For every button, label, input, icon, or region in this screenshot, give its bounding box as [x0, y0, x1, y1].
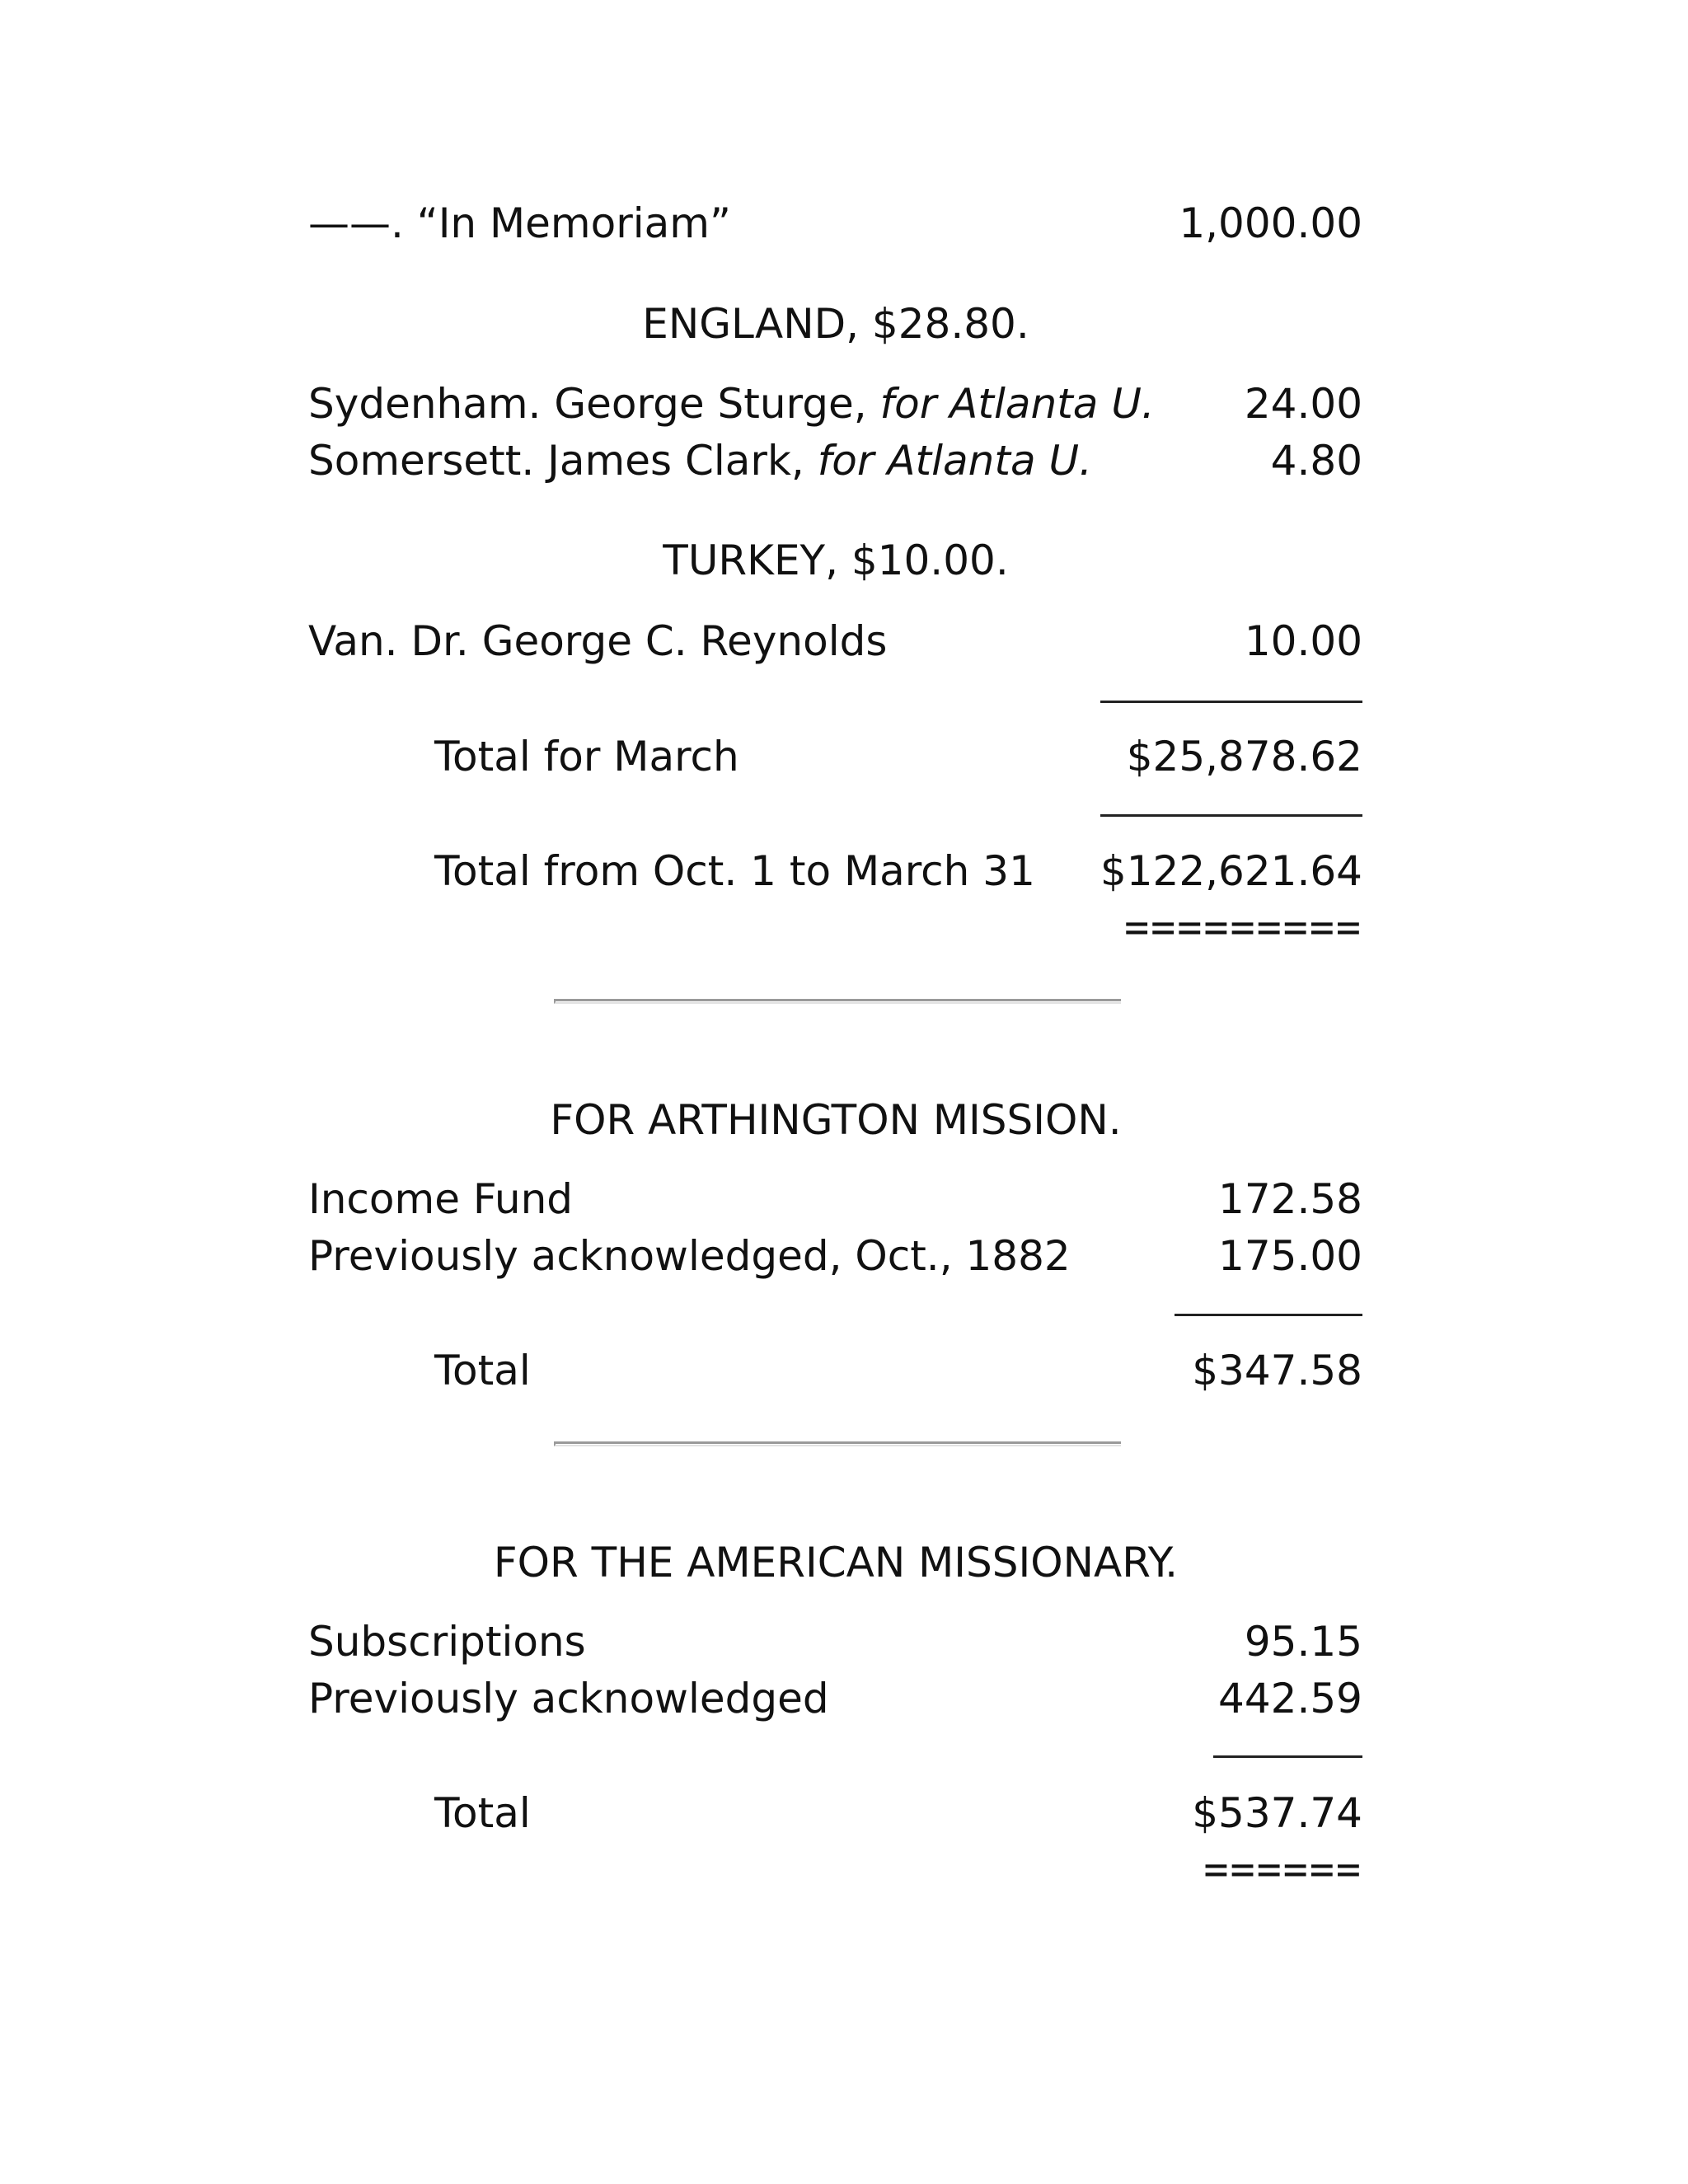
section-heading-american-missionary: FOR THE AMERICAN MISSIONARY. [493, 1539, 1179, 1586]
entry-amount-sydenham: 24.00 [1244, 380, 1362, 428]
entry-amount-previously-acknowledged: 442.59 [1218, 1675, 1362, 1722]
sum-rule [1100, 701, 1362, 703]
entry-label-in-memoriam: ——. “In Memoriam” [308, 199, 731, 247]
entry-amount-subscriptions: 95.15 [1244, 1618, 1362, 1666]
total-ytd-amount: $122,621.64 [1100, 847, 1362, 895]
sum-rule [1213, 1755, 1362, 1758]
american-missionary-total-label: Total [434, 1789, 531, 1837]
entry-note-somersett: for Atlanta U. [817, 437, 1093, 485]
section-heading-england: ENGLAND, $28.80. [642, 300, 1029, 348]
entry-label-previously-acknowledged-oct: Previously acknowledged, Oct., 1882 [308, 1232, 1071, 1280]
arthington-total-label: Total [434, 1347, 531, 1394]
section-heading-turkey: TURKEY, $10.00. [663, 537, 1009, 584]
entry-label-previously-acknowledged: Previously acknowledged [308, 1675, 829, 1722]
double-rule: ========= [1124, 903, 1362, 951]
entry-label-van: Van. Dr. George C. Reynolds [308, 617, 888, 665]
sum-rule [1175, 1314, 1362, 1316]
american-missionary-total-amount: $537.74 [1192, 1789, 1362, 1837]
entry-amount-somersett: 4.80 [1270, 437, 1362, 485]
entry-amount-previously-acknowledged-oct: 175.00 [1218, 1232, 1362, 1280]
entry-note-sydenham: for Atlanta U. [879, 380, 1155, 428]
section-divider [554, 1441, 1121, 1446]
section-divider [554, 999, 1121, 1004]
total-march-label: Total for March [434, 733, 739, 780]
entry-amount-income-fund: 172.58 [1218, 1175, 1362, 1223]
entry-amount-van: 10.00 [1244, 617, 1362, 665]
entry-label-somersett: Somersett. James Clark, for Atlanta U. [308, 437, 1093, 485]
entry-amount-in-memoriam: 1,000.00 [1179, 199, 1362, 247]
sum-rule [1100, 814, 1362, 817]
entry-label-subscriptions: Subscriptions [308, 1618, 586, 1666]
double-rule: ====== [1203, 1845, 1362, 1893]
total-march-amount: $25,878.62 [1126, 733, 1362, 780]
total-ytd-label: Total from Oct. 1 to March 31 [434, 847, 1035, 895]
section-heading-arthington: FOR ARTHINGTON MISSION. [550, 1096, 1122, 1144]
entry-label-sydenham: Sydenham. George Sturge, for Atlanta U. [308, 380, 1155, 428]
arthington-total-amount: $347.58 [1192, 1347, 1362, 1394]
entry-label-income-fund: Income Fund [308, 1175, 574, 1223]
